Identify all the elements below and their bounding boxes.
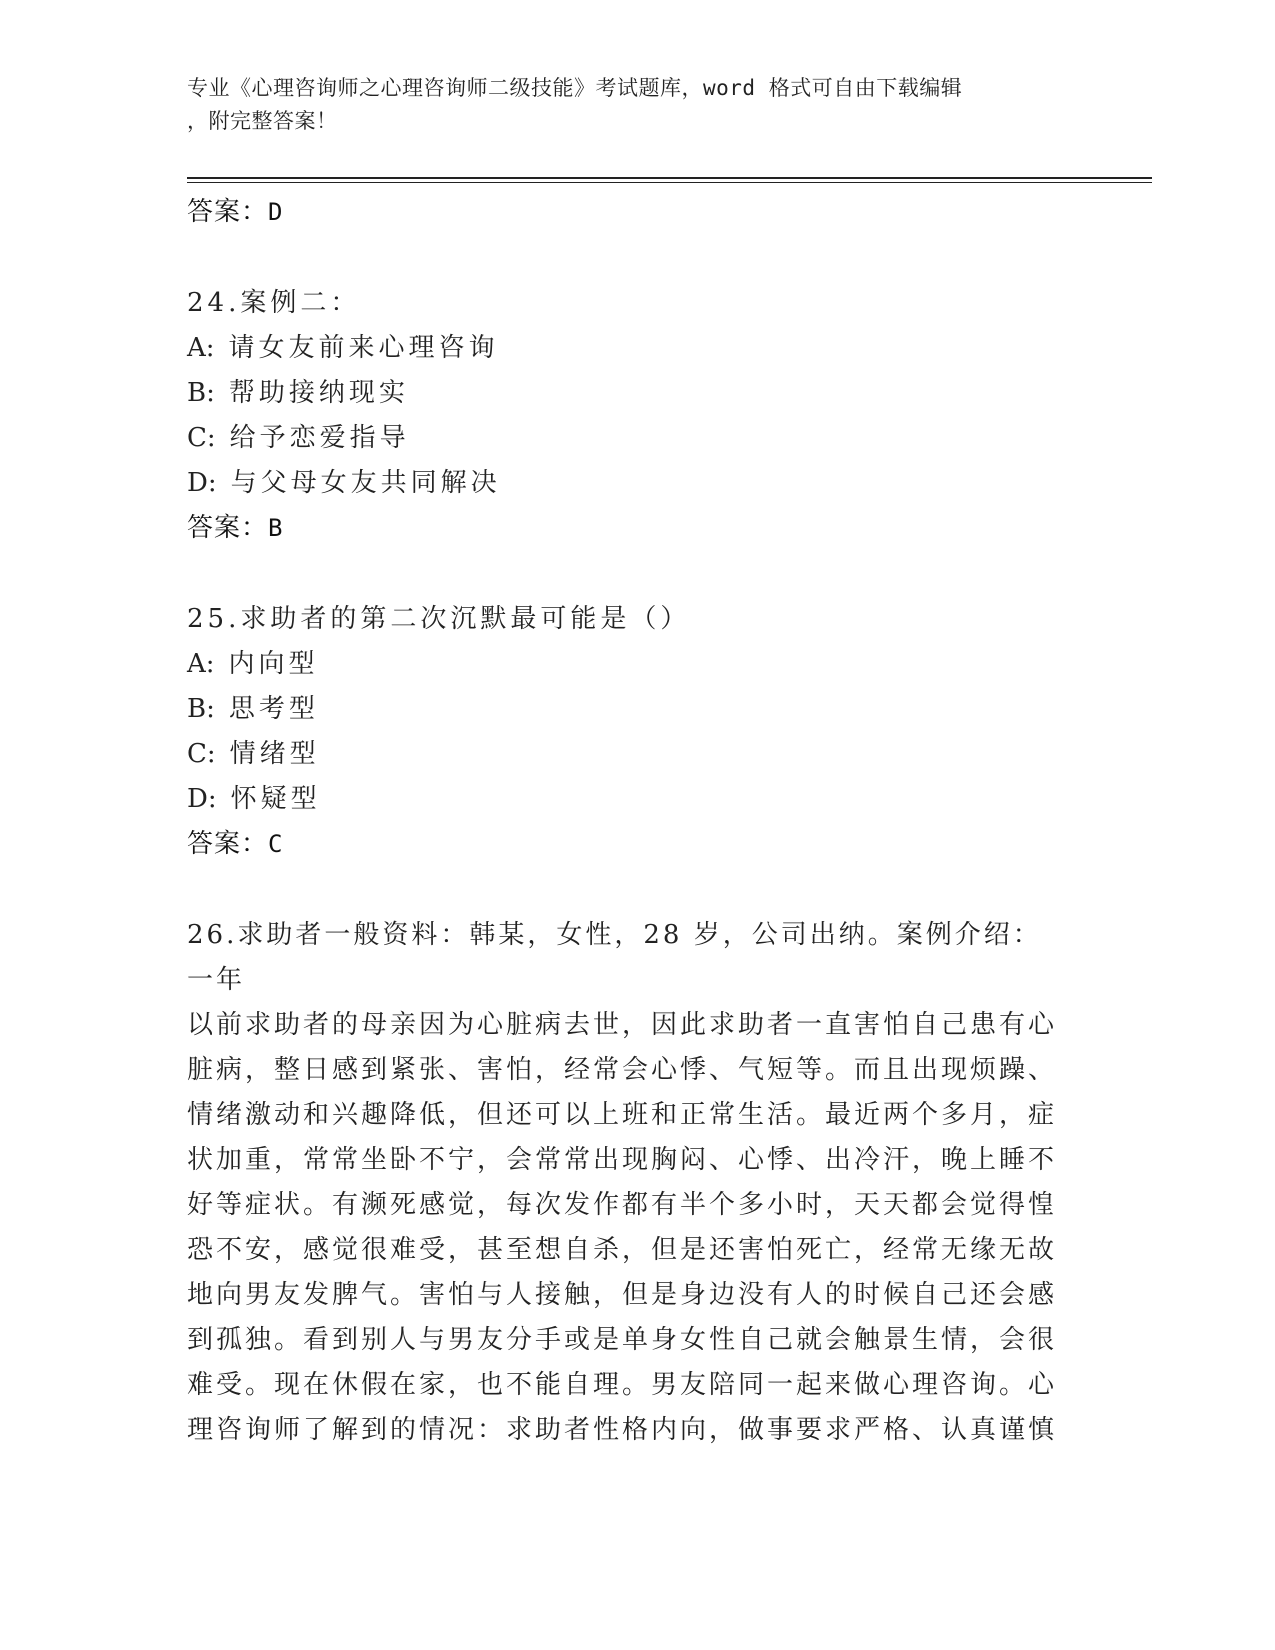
option-c — [187, 416, 1087, 461]
option-text: 思考型 — [228, 694, 319, 724]
option-a — [187, 642, 1087, 687]
answer-label: 答案： — [187, 829, 269, 859]
answer-line-24 — [187, 506, 1087, 551]
question-block-26 — [187, 913, 1067, 1453]
question-block-25 — [187, 597, 1087, 867]
question-text-line: 好等症状。有濒死感觉，每次发作都有半个多小时，天天都会觉得惶 — [187, 1190, 1058, 1220]
option-key: B: — [187, 378, 215, 408]
option-b — [187, 371, 1087, 416]
option-b — [187, 687, 1087, 732]
option-text: 内向型 — [228, 649, 319, 679]
option-d — [187, 777, 1087, 822]
document-body — [187, 190, 1087, 1453]
option-key: D: — [187, 784, 217, 814]
question-text-line: 脏病，整日感到紧张、害怕，经常会心悸、气短等。而且出现烦躁、 — [187, 1055, 1058, 1085]
question-text-line: 情绪激动和兴趣降低，但还可以上班和正常生活。最近两个多月，症 — [187, 1100, 1058, 1130]
answer-value: B — [268, 514, 283, 542]
question-text-line: 地向男友发脾气。害怕与人接触，但是身边没有人的时候自己还会感 — [187, 1280, 1058, 1310]
answer-value: C — [268, 830, 283, 858]
option-text: 怀疑型 — [230, 784, 321, 814]
option-key: B: — [187, 694, 215, 724]
option-key: A: — [187, 333, 215, 363]
option-text: 帮助接纳现实 — [228, 378, 409, 408]
answer-label: 答案： — [187, 513, 269, 543]
question-text-line: 到孤独。看到别人与男友分手或是单身女性自己就会触景生情，会很 — [187, 1325, 1058, 1355]
option-c — [187, 732, 1087, 777]
question-block-24 — [187, 281, 1087, 551]
header-line-1: 专业《心理咨询师之心理咨询师二级技能》考试题库，word 格式可自由下载编辑 — [187, 76, 963, 100]
answer-line-25 — [187, 822, 1087, 867]
answer-label: 答案： — [187, 197, 269, 227]
option-a — [187, 326, 1087, 371]
header-line-2: ，附完整答案！ — [187, 109, 338, 133]
option-text: 给予恋爱指导 — [229, 423, 410, 453]
question-text-line: 恐不安，感觉很难受，甚至想自杀，但是还害怕死亡，经常无缘无故 — [187, 1235, 1058, 1265]
option-text: 情绪型 — [229, 739, 320, 769]
option-d — [187, 461, 1087, 506]
option-text: 请女友前来心理咨询 — [228, 333, 499, 363]
question-text-line: 状加重，常常坐卧不宁，会常常出现胸闷、心悸、出冷汗，晚上睡不 — [187, 1145, 1058, 1175]
header-divider-thin — [187, 182, 1152, 183]
option-key: C: — [187, 423, 216, 453]
document-header — [187, 72, 1067, 138]
question-text-line: 以前求助者的母亲因为心脏病去世，因此求助者一直害怕自己患有心 — [187, 1010, 1058, 1040]
question-title: 25.求助者的第二次沉默最可能是（） — [187, 604, 691, 634]
answer-value: D — [268, 198, 283, 226]
question-text-line: 26.求助者一般资料：韩某，女性，28 岁，公司出纳。案例介绍：一年 — [187, 920, 1042, 995]
option-key: A: — [187, 649, 215, 679]
option-key: C: — [187, 739, 216, 769]
question-text-line: 难受。现在休假在家，也不能自理。男友陪同一起来做心理咨询。心 — [187, 1370, 1058, 1400]
option-text: 与父母女友共同解决 — [230, 468, 501, 498]
answer-line-23 — [187, 190, 1087, 235]
header-divider-thick — [187, 177, 1152, 179]
option-key: D: — [187, 468, 217, 498]
question-text-line: 理咨询师了解到的情况：求助者性格内向，做事要求严格、认真谨慎 — [187, 1415, 1058, 1445]
question-title: 24.案例二： — [187, 288, 361, 318]
